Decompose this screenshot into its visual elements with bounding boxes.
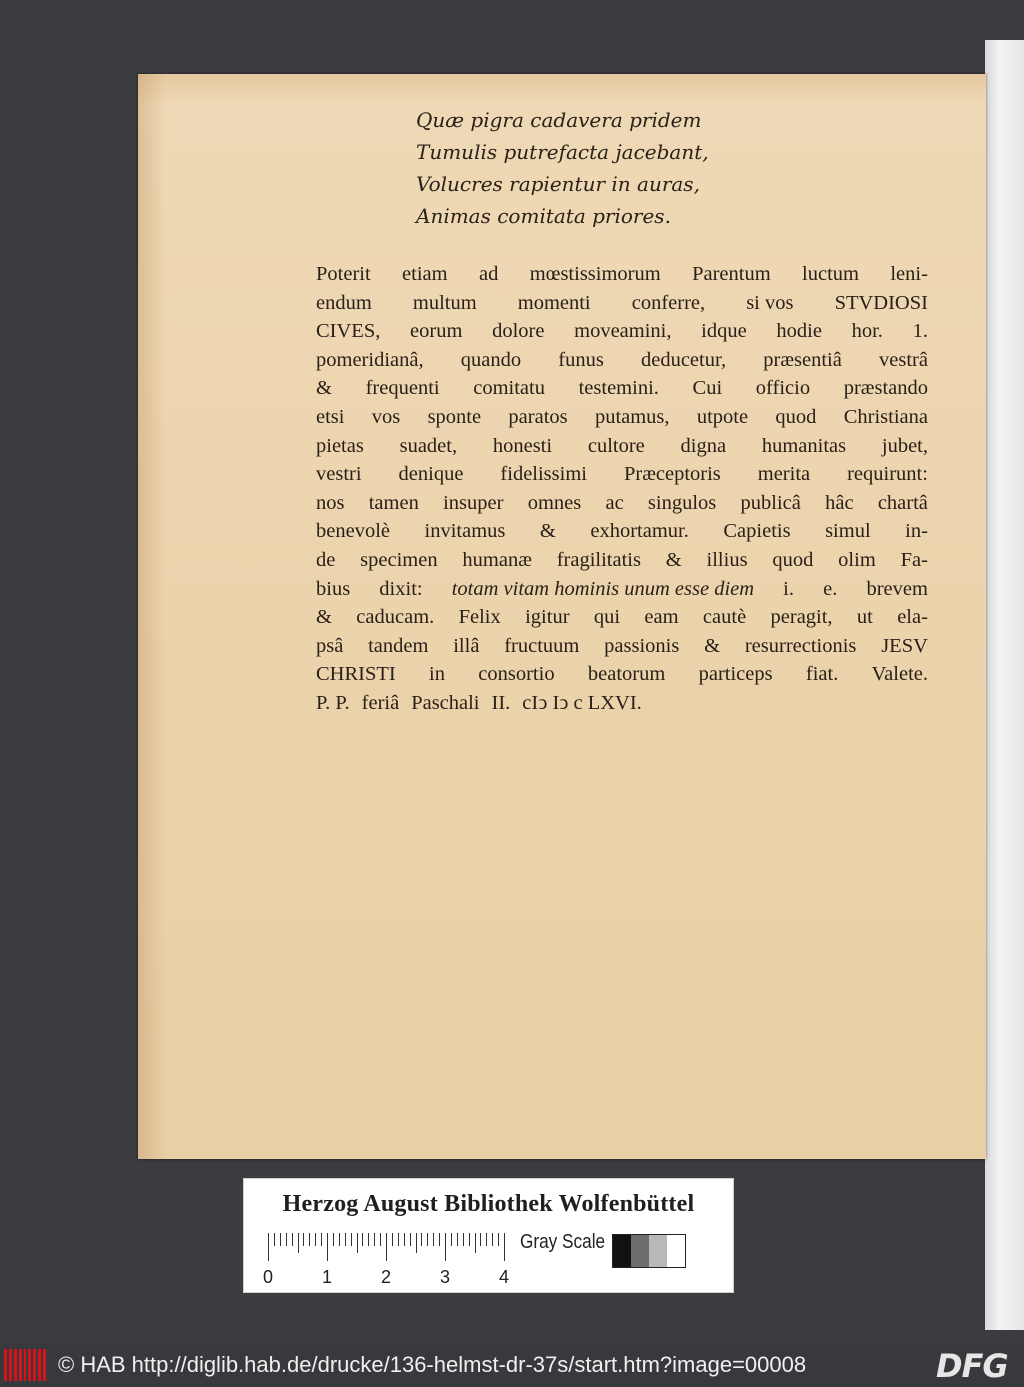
- word: suadet,: [399, 434, 458, 457]
- text-line: [316, 603, 928, 632]
- text-line: [316, 374, 928, 403]
- ruler-tick: [475, 1233, 476, 1253]
- word: caducam.: [356, 606, 435, 629]
- ruler-tick: [498, 1233, 499, 1246]
- word: dolore: [492, 320, 545, 343]
- ruler-tick: [404, 1233, 405, 1246]
- word: dixit:: [379, 577, 423, 600]
- text-line: [316, 289, 928, 318]
- ruler-tick: [321, 1233, 322, 1246]
- ruler-tick: [421, 1233, 422, 1246]
- text-line: [316, 632, 928, 661]
- word: comitatu: [473, 377, 545, 400]
- ruler-tick: [274, 1233, 275, 1246]
- verse-line: Animas comitata priores.: [416, 204, 671, 228]
- word: illâ: [453, 634, 480, 657]
- text-line: [316, 517, 928, 546]
- word: vestri: [316, 463, 362, 486]
- word: merita: [757, 463, 811, 486]
- word: P. P.: [316, 691, 350, 714]
- ruler-number: 2: [381, 1267, 392, 1287]
- ruler-tick: [433, 1233, 434, 1246]
- word: Valete.: [871, 663, 928, 686]
- word: conferre,: [631, 291, 706, 314]
- gray-scale-swatches: [612, 1234, 686, 1268]
- footer-bar: [0, 1343, 1024, 1387]
- next-page-edge: [985, 40, 1024, 1330]
- word: testemini.: [578, 377, 659, 400]
- word: Felix: [458, 606, 501, 629]
- word: &: [316, 377, 332, 400]
- ruler-tick: [445, 1233, 446, 1261]
- word: Cui: [692, 377, 723, 400]
- gray-swatch: [631, 1235, 649, 1267]
- ruler-tick: [427, 1233, 428, 1246]
- ruler-tick: [492, 1233, 493, 1246]
- ruler-tick: [303, 1233, 304, 1246]
- word: fragilitatis: [556, 548, 641, 571]
- ruler-tick: [357, 1233, 358, 1253]
- ruler-tick: [410, 1233, 411, 1246]
- word: &: [539, 520, 556, 543]
- word: tandem: [368, 634, 429, 657]
- word: Præceptoris: [623, 463, 721, 486]
- ruler-tick: [374, 1233, 375, 1246]
- word: etsi: [316, 405, 345, 428]
- word: fidelissimi: [500, 463, 587, 486]
- word: deducetur,: [640, 348, 727, 371]
- word: &: [316, 606, 332, 629]
- word: humanæ: [462, 548, 532, 571]
- ruler-tick: [439, 1233, 440, 1246]
- word: bius: [316, 577, 351, 600]
- word: sponte: [427, 405, 482, 428]
- word: brevem: [866, 577, 928, 600]
- word: paratos: [508, 405, 568, 428]
- word: JESV: [881, 634, 928, 657]
- word: funus: [558, 348, 604, 371]
- text-line: [316, 260, 928, 289]
- word: idque: [701, 320, 747, 343]
- text-line: [316, 660, 928, 689]
- word: &: [665, 548, 682, 571]
- word: requirunt:: [847, 463, 928, 486]
- word: II.: [491, 691, 511, 714]
- word: chartâ: [877, 491, 928, 514]
- word: quod: [775, 405, 817, 428]
- ruler-tick: [351, 1233, 352, 1246]
- word: Poterit: [316, 263, 371, 285]
- word: ad: [478, 263, 499, 285]
- word: momenti: [517, 291, 591, 314]
- gray-swatch: [613, 1235, 631, 1267]
- word: &: [704, 634, 721, 657]
- word: consortio: [478, 663, 555, 686]
- ruler-tick: [398, 1233, 399, 1246]
- ruler-tick: [416, 1233, 417, 1253]
- word: quod: [772, 548, 814, 571]
- word: e.: [823, 577, 838, 600]
- ruler-tick: [345, 1233, 346, 1246]
- word: hâc: [825, 491, 854, 514]
- word: Parentum: [692, 263, 771, 285]
- word: vestrâ: [879, 348, 928, 371]
- word: resurrectionis: [744, 634, 857, 657]
- word: cultore: [587, 434, 645, 457]
- text-line: [316, 689, 928, 718]
- word: ac: [605, 491, 624, 514]
- verse-line: Volucres rapientur in auras,: [416, 172, 700, 196]
- ruler-tick: [392, 1233, 393, 1246]
- word: peragit,: [770, 606, 833, 629]
- ruler-tick: [451, 1233, 452, 1246]
- word: hodie: [776, 320, 822, 343]
- word: humanitas: [761, 434, 847, 457]
- word: qui: [593, 606, 621, 629]
- word: pietas: [316, 434, 364, 457]
- text-line: [316, 317, 928, 346]
- word: fiat.: [805, 663, 839, 686]
- word: 1.: [912, 320, 928, 343]
- gray-scale-label: Gray Scale: [520, 1231, 606, 1253]
- dfg-logo: DFG: [936, 1347, 1008, 1385]
- library-name: Herzog August Bibliothek Wolfenbüttel: [282, 1191, 695, 1217]
- word: frequenti: [365, 377, 440, 400]
- ruler-tick: [268, 1233, 269, 1261]
- word: multum: [412, 291, 477, 314]
- word: fructuum: [504, 634, 580, 657]
- ruler-tick: [386, 1233, 387, 1261]
- word: leni-: [890, 263, 928, 285]
- word: hor.: [851, 320, 883, 343]
- ruler-tick: [339, 1233, 340, 1246]
- verse-line: Tumulis putrefacta jacebant,: [416, 140, 709, 164]
- ruler-number: 0: [263, 1267, 274, 1287]
- word: olim: [838, 548, 876, 571]
- word: omnes: [527, 491, 582, 514]
- word: passionis: [604, 634, 680, 657]
- ruler-tick: [504, 1233, 505, 1261]
- word: i.: [783, 577, 794, 600]
- word: psâ: [316, 634, 344, 657]
- word: tamen: [368, 491, 419, 514]
- word: luctum: [802, 263, 859, 285]
- word: insuper: [443, 491, 504, 514]
- body-paragraph: [316, 260, 928, 718]
- ruler-tick: [280, 1233, 281, 1246]
- word: digna: [680, 434, 727, 457]
- word: invitamus: [424, 520, 506, 543]
- word: si vos: [746, 291, 794, 314]
- word: eam: [644, 606, 679, 629]
- word: specimen: [360, 548, 438, 571]
- word: vos: [371, 405, 401, 428]
- ruler-tick: [327, 1233, 328, 1261]
- ruler-number: 1: [322, 1267, 333, 1287]
- word: pomeridianâ,: [316, 348, 424, 371]
- text-line: [316, 432, 928, 461]
- text-line: [316, 403, 928, 432]
- word: præsentiâ: [763, 348, 842, 371]
- word: illius: [706, 548, 748, 571]
- word: de: [316, 548, 336, 571]
- word: nos: [316, 491, 345, 514]
- text-line: [316, 575, 928, 604]
- text-line: [316, 489, 928, 518]
- word: honesti: [492, 434, 553, 457]
- ruler-tick: [469, 1233, 470, 1246]
- ruler-tick: [463, 1233, 464, 1246]
- copyright-url[interactable]: © HAB http://diglib.hab.de/drucke/136-helmst-dr-37s/start.htm?image=00008: [58, 1352, 807, 1377]
- ruler-tick: [298, 1233, 299, 1253]
- document-page: [138, 74, 986, 1159]
- ruler-tick: [292, 1233, 293, 1246]
- ruler-tick: [380, 1233, 381, 1246]
- ruler-tick: [309, 1233, 310, 1246]
- word: denique: [398, 463, 464, 486]
- text-line: [316, 346, 928, 375]
- ruler-tick: [286, 1233, 287, 1246]
- word: jubet,: [881, 434, 928, 457]
- hab-color-card: [243, 1178, 734, 1293]
- word: quando: [460, 348, 522, 371]
- word: in: [429, 663, 445, 686]
- ruler-tick: [368, 1233, 369, 1246]
- word: igitur: [525, 606, 570, 629]
- word: beatorum: [587, 663, 666, 686]
- word: Capietis: [723, 520, 791, 543]
- word: totam vitam hominis unum esse diem: [451, 577, 755, 600]
- word: præstando: [843, 377, 928, 400]
- verse-line: Quæ pigra cadavera pridem: [416, 108, 702, 132]
- word: ela-: [897, 606, 928, 629]
- hab-logo-icon: [4, 1349, 46, 1381]
- text-line: [316, 546, 928, 575]
- word: particeps: [698, 663, 773, 686]
- word: exhortamur.: [590, 520, 689, 543]
- word: in-: [905, 520, 928, 543]
- word: utpote: [696, 405, 749, 428]
- ruler-tick: [486, 1233, 487, 1246]
- word: officio: [755, 377, 811, 400]
- word: cIↄ Iↄ c LXVI.: [522, 691, 642, 714]
- word: Christiana: [843, 405, 928, 428]
- ruler-tick: [362, 1233, 363, 1246]
- word: mœstissimorum: [529, 263, 661, 285]
- word: moveamini,: [574, 320, 672, 343]
- word: Fa-: [900, 548, 928, 571]
- ruler-number: 4: [499, 1267, 510, 1287]
- word: Paschali: [411, 691, 480, 714]
- ruler-tick: [333, 1233, 334, 1246]
- word: eorum: [410, 320, 463, 343]
- word: CIVES,: [316, 320, 381, 343]
- gray-swatch: [649, 1235, 667, 1267]
- gray-swatch: [667, 1235, 685, 1267]
- word: simul: [825, 520, 871, 543]
- word: CHRISTI: [316, 663, 396, 686]
- word: benevolè: [316, 520, 390, 543]
- word: putamus,: [594, 405, 670, 428]
- word: etiam: [402, 263, 448, 285]
- word: endum: [316, 291, 372, 314]
- word: singulos: [647, 491, 717, 514]
- text-line: [316, 460, 928, 489]
- ruler-tick: [315, 1233, 316, 1246]
- word: ut: [856, 606, 873, 629]
- word: feriâ: [361, 691, 400, 714]
- ruler: [268, 1233, 508, 1263]
- word: publicâ: [740, 491, 801, 514]
- ruler-number: 3: [440, 1267, 451, 1287]
- ruler-tick: [457, 1233, 458, 1246]
- verse-block: [416, 104, 709, 232]
- ruler-tick: [480, 1233, 481, 1246]
- word: STVDIOSI: [834, 291, 928, 314]
- word: cautè: [702, 606, 747, 629]
